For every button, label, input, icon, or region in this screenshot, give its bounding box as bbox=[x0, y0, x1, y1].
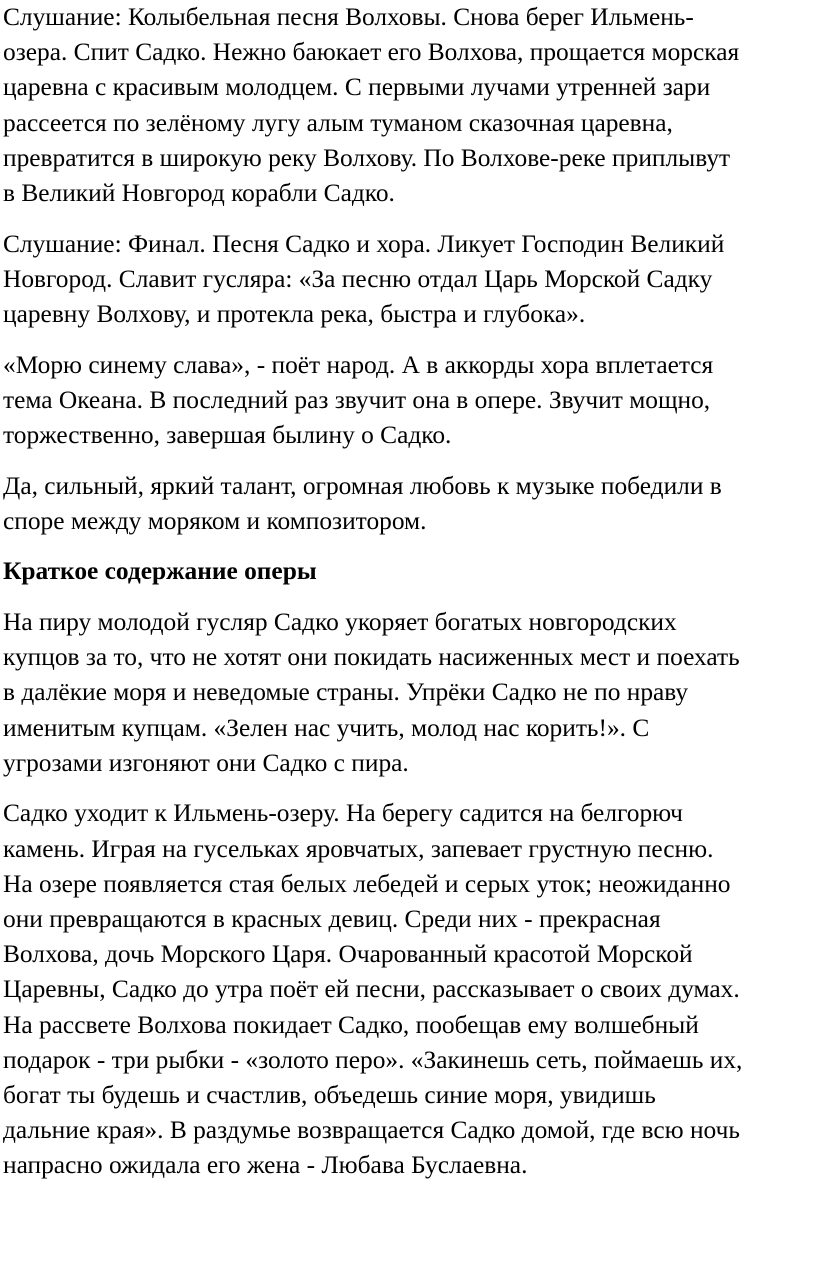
section-heading-summary: Краткое содержание оперы bbox=[3, 557, 317, 586]
paragraph-talent: Да, сильный, яркий талант, огромная любовь к музыке победили в споре между моряком и композитором. bbox=[3, 471, 722, 535]
paragraph-ocean-theme: «Морю синему слава», - поёт народ. А в аккорды хора вплетается тема Океана. В последний раз звучит она в опере. Звучит мощно, торжественно, завершая былину о Садко. bbox=[3, 350, 714, 450]
paragraph-ilmen-lake: Садко уходит к Ильмень-озеру. На берегу садится на белгорюч камень. Играя на гусельках яровчатых, запевает грустную песню. На озере появляется стая белых лебедей и серых уток; неожиданно они превращаются в красных девиц. Среди них - прекрасная Волхова, дочь Морского Царя. Очарованный красотой Морской Царевны, Садко до утра поёт ей песни, рассказывает о своих думах. На рассвете Волхова покидает Садко, пообещав ему волшебный подарок - три рыбки - «золото перо». «Закинешь сеть, поймаешь их, богат ты будешь и счастлив, объедешь синие моря, увидишь дальние края». В раздумье возвращается Садко домой, где всю ночь напрасно ожидала его жена - Любава Буслаевна. bbox=[3, 799, 743, 1180]
paragraph-finale: Слушание: Финал. Песня Садко и хора. Ликует Господин Великий Новгород. Славит гусляра: «За песню отдал Царь Морской Садку царевну Волхову, и протекла река, быстра и глубока». bbox=[3, 229, 725, 329]
paragraph-feast: На пиру молодой гусляр Садко укоряет богатых новгородских купцов за то, что не хотят они покидать насиженных мест и поехать в далёкие моря и неведомые страны. Упрёки Садко не по нраву именитым купцам. «Зелен нас учить, молод нас корить!». С угрозами изгоняют они Садко с пира. bbox=[3, 608, 740, 777]
paragraph-lullaby: Слушание: Колыбельная песня Волховы. Снова берег Ильмень- озера. Спит Садко. Нежно баюкает его Волхова, прощается морская царевна с красивым молодцем. С первыми лучами утренней зари рассеется по зелёному лугу алым туманом сказочная царевна, превратится в широкую реку Волхову. По Волхове-реке приплывут в Великий Новгород корабли Садко. bbox=[3, 3, 740, 208]
